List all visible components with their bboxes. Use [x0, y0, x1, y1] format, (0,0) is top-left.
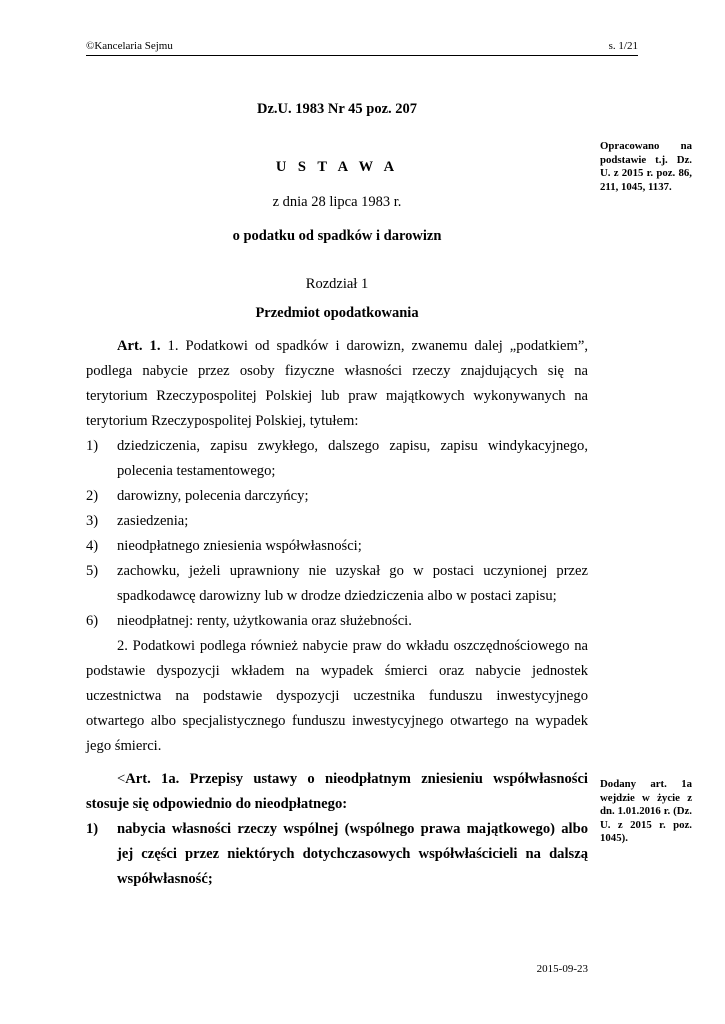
footer-date: 2015-09-23	[536, 963, 588, 975]
list-item	[86, 434, 588, 484]
list-item-text: nieodpłatnej: renty, użytkowania oraz służebności.	[117, 613, 412, 629]
list-item	[86, 509, 588, 534]
amendment-note: Dodany art. 1a wejdzie w życie z dn. 1.01.2016 r. (Dz. U. z 2015 r. poz. 1045).	[600, 778, 692, 844]
header-page-number: s. 1/21	[608, 40, 638, 52]
list-item	[86, 484, 588, 509]
chapter-number: Rozdział 1	[305, 276, 369, 292]
source-note: Opracowano na podstawie t.j. Dz. U. z 2015 r. poz. 86, 211, 1045, 1137.	[600, 140, 692, 193]
article-1-paragraph-1-text: 1. Podatkowi od spadków i darowizn, zwanemu dalej „podatkiem”, podlega nabycie przez osoby fizyczne własności rzeczy znajdujących się na terytorium Rzeczypospolitej Polskiej lub praw majątkowych wykonywanych na terytorium Rzeczypospolitej Polskiej, tytułem:	[86, 338, 589, 429]
header-source: ©Kancelaria Sejmu	[86, 40, 173, 52]
journal-reference: Dz.U. 1983 Nr 45 poz. 207	[256, 101, 418, 117]
article-1-paragraph-2: 2. Podatkowi podlega również nabycie praw do wkładu oszczędnościowego na podstawie dyspozycji wkładem na wypadek śmierci oraz nabycie jednostek uczestnictwa na podstawie dyspozycji uczestnika funduszu inwestycyjnego otwartego albo specjalistycznego funduszu inwestycyjnego otwartego na wypadek jego śmierci.	[86, 638, 588, 754]
document-type: U S T A W A	[275, 159, 399, 175]
list-item-text: darowizny, polecenia darczyńcy;	[117, 488, 309, 504]
amendment-marker: <	[117, 771, 126, 787]
list-item-text: zachowku, jeżeli uprawniony nie uzyskał go w postaci uczynionej przez spadkodawcę darowizny lub w drodze dziedziczenia albo w postaci zapisu;	[117, 563, 588, 604]
list-item-text: nieodpłatnego zniesienia współwłasności;	[117, 538, 362, 554]
header-divider	[86, 55, 638, 56]
document-subject: o podatku od spadków i darowizn	[232, 228, 442, 244]
article-1-paragraph-1	[86, 334, 588, 434]
list-item-number: 1)	[86, 821, 99, 837]
chapter-title: Przedmiot opodatkowania	[255, 305, 419, 321]
list-item-text: dziedziczenia, zapisu zwykłego, dalszego zapisu, zapisu windykacyjnego, polecenia testamentowego;	[117, 438, 588, 479]
list-item-text: zasiedzenia;	[117, 513, 189, 529]
list-item-number: 6)	[86, 613, 99, 629]
list-item-number: 4)	[86, 538, 99, 554]
article-1a-label: Art. 1a.	[125, 771, 180, 787]
list-item-number: 1)	[86, 438, 99, 454]
list-item-number: 2)	[86, 488, 99, 504]
document-date: z dnia 28 lipca 1983 r.	[272, 194, 402, 210]
list-item-number: 3)	[86, 513, 99, 529]
list-item	[86, 817, 588, 892]
article-1a-text: Przepisy ustawy o nieodpłatnym zniesieniu współwłasności stosuje się odpowiednio do nieodpłatnego:	[86, 771, 588, 812]
list-item	[86, 534, 588, 559]
article-1a	[86, 767, 588, 892]
list-item-number: 5)	[86, 563, 99, 579]
list-item	[86, 559, 588, 609]
list-item	[86, 609, 588, 634]
article-1a-intro	[86, 767, 588, 817]
article-1-label: Art. 1.	[117, 338, 161, 354]
article-1	[86, 334, 588, 759]
list-item-text: nabycia własności rzeczy wspólnej (wspólnego prawa majątkowego) albo jej części przez niektórych dotychczasowych współwłaścicieli na dalszą współwłasność;	[117, 821, 588, 887]
